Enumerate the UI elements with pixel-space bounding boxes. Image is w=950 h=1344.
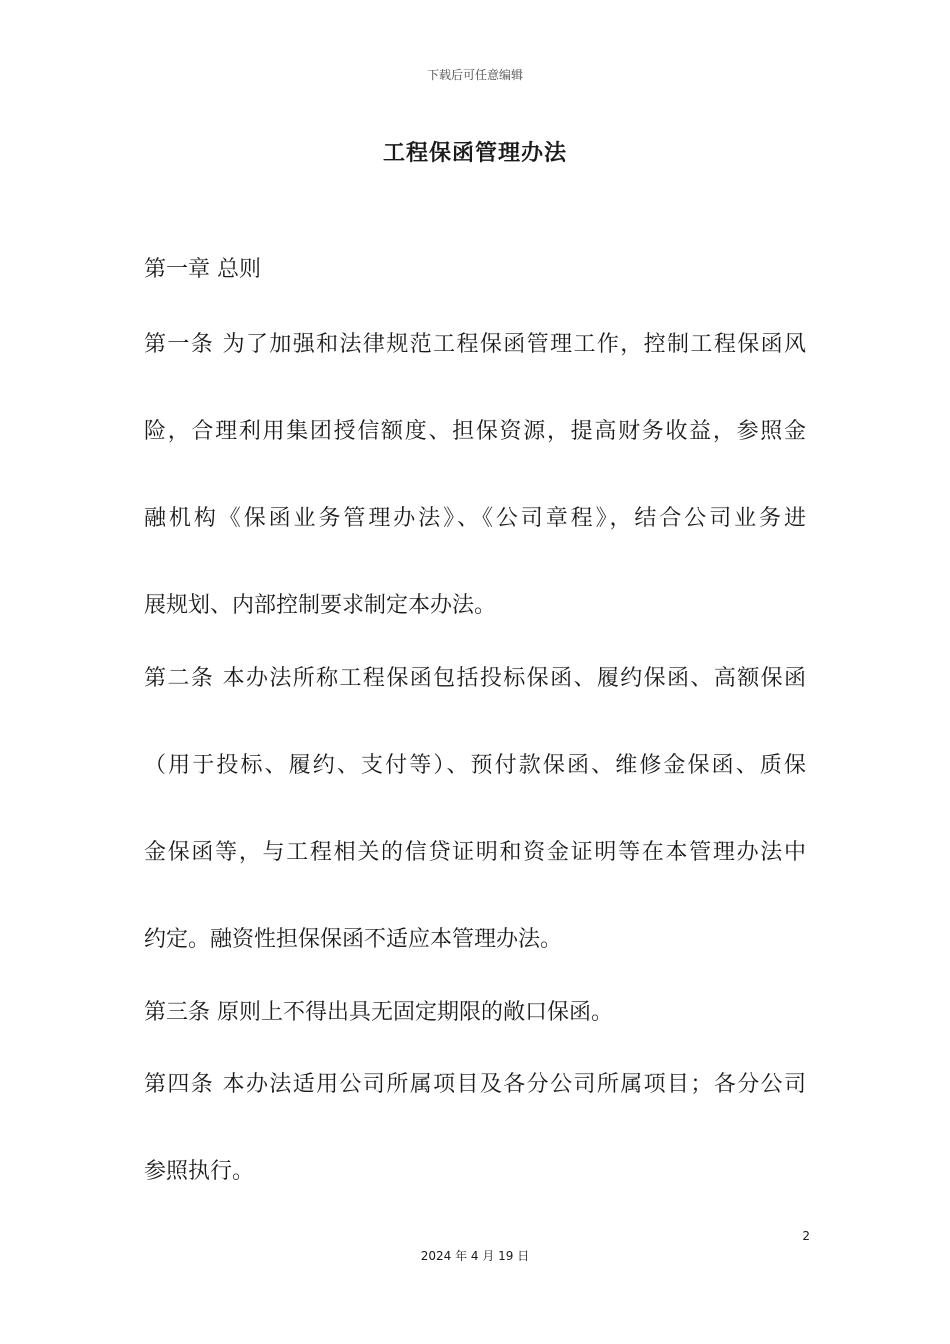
footer-date: 2024 年 4 月 19 日 xyxy=(420,1249,530,1263)
chapter-heading: 第一章 总则 xyxy=(144,257,261,282)
paragraph-line: 险，合理利用集团授信额度、担保资源，提高财务收益，参照金 xyxy=(144,419,806,444)
paragraph-line: 第三条 原则上不得出具无固定期限的敞口保函。 xyxy=(144,1000,613,1025)
paragraph-line: 第一条 为了加强和法律规范工程保函管理工作，控制工程保函风 xyxy=(144,332,806,357)
paragraph-line: （用于投标、履约、支付等）、预付款保函、维修金保函、质保 xyxy=(144,753,806,778)
header-note: 下载后可任意编辑 xyxy=(426,68,523,82)
paragraph-line: 金保函等，与工程相关的信贷证明和资金证明等在本管理办法中 xyxy=(144,840,806,865)
paragraph-line: 参照执行。 xyxy=(144,1159,255,1184)
document-title: 工程保函管理办法 xyxy=(382,141,567,166)
paragraph-line: 第四条 本办法适用公司所属项目及各分公司所属项目；各分公司 xyxy=(144,1072,806,1097)
page-number: 2 xyxy=(802,1229,810,1243)
paragraph-line: 第二条 本办法所称工程保函包括投标保函、履约保函、高额保函 xyxy=(144,666,806,691)
paragraph-line: 融机构《保函业务管理办法》、《公司章程》，结合公司业务进 xyxy=(144,506,806,531)
paragraph-line: 展规划、内部控制要求制定本办法。 xyxy=(144,593,497,618)
paragraph-line: 约定。融资性担保保函不适应本管理办法。 xyxy=(144,927,563,952)
